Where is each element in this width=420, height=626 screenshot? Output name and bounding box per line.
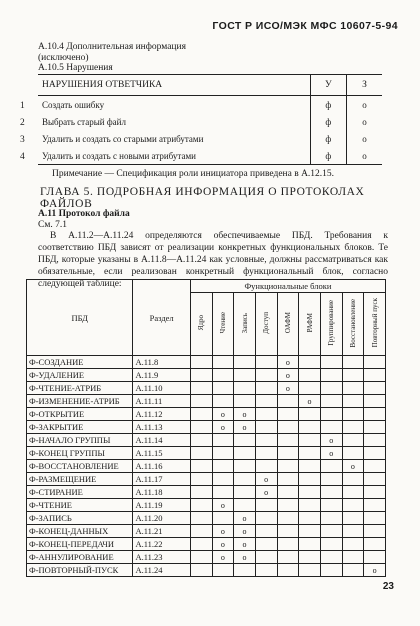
pbd-name: Ф-КОНЕЦ-ДАННЫХ <box>27 525 133 538</box>
violation-name: Удалить и создать с новыми атрибутами <box>38 147 310 165</box>
block-mark: о <box>255 473 277 486</box>
block-mark <box>342 499 364 512</box>
table-row <box>27 499 386 512</box>
pbd-name: Ф-КОНЕЦ ГРУППЫ <box>27 447 133 460</box>
block-mark <box>212 460 234 473</box>
block-mark <box>299 512 321 525</box>
section-a104-note: (исключено) <box>38 53 89 63</box>
block-mark <box>342 369 364 382</box>
block-mark <box>342 473 364 486</box>
block-mark <box>299 369 321 382</box>
block-mark <box>299 551 321 564</box>
block-mark <box>320 408 342 421</box>
block-mark <box>342 512 364 525</box>
block-mark <box>255 421 277 434</box>
block-mark <box>277 434 299 447</box>
pbd-section-ref: А.11.16 <box>133 460 190 473</box>
block-mark: о <box>364 564 386 577</box>
table-row <box>38 113 382 130</box>
block-mark <box>190 382 212 395</box>
block-mark <box>190 512 212 525</box>
block-mark <box>234 434 256 447</box>
block-mark <box>212 447 234 460</box>
subheader-cell: Повторный пуск <box>370 298 379 348</box>
pbd-name: Ф-НАЧАЛО ГРУППЫ <box>27 434 133 447</box>
block-mark <box>320 421 342 434</box>
block-mark <box>234 499 256 512</box>
block-mark <box>277 408 299 421</box>
block-mark <box>320 382 342 395</box>
block-mark <box>277 473 299 486</box>
table-row <box>27 551 386 564</box>
block-mark: о <box>212 525 234 538</box>
block-mark <box>364 460 386 473</box>
page-header: ГОСТ Р ИСО/МЭК МФС 10607-5-94 <box>212 20 398 32</box>
block-mark <box>320 564 342 577</box>
block-mark <box>190 551 212 564</box>
pbd-section-ref: А.11.9 <box>133 369 190 382</box>
subheader-cell: РАФМ <box>305 313 314 333</box>
block-mark: о <box>320 434 342 447</box>
pbd-name: Ф-ИЗМЕНЕНИЕ-АТРИБ <box>27 395 133 408</box>
block-mark <box>255 564 277 577</box>
pbd-section-ref: А.11.23 <box>133 551 190 564</box>
subheader-cell: Группирование <box>327 300 336 346</box>
header-z: З <box>346 75 382 96</box>
pbd-table-body <box>27 356 386 577</box>
responder-violations-table <box>38 74 382 165</box>
header-violations: НАРУШЕНИЯ ОТВЕТЧИКА <box>38 75 310 96</box>
block-mark <box>190 447 212 460</box>
pbd-section-ref: А.11.20 <box>133 512 190 525</box>
block-mark <box>255 512 277 525</box>
block-mark <box>255 460 277 473</box>
pbd-section-ref: А.11.17 <box>133 473 190 486</box>
block-mark: о <box>277 356 299 369</box>
subheader-cell: Запись <box>240 312 249 334</box>
subheader-cell: ОАФМ <box>283 312 292 334</box>
block-mark <box>364 473 386 486</box>
block-mark <box>299 525 321 538</box>
block-mark <box>320 538 342 551</box>
violation-z: о <box>362 133 367 144</box>
block-mark: о <box>277 369 299 382</box>
block-mark <box>342 551 364 564</box>
section-a11-see: См. 7.1 <box>38 220 67 230</box>
table-row <box>27 395 386 408</box>
pbd-name: Ф-ПОВТОРНЫЙ-ПУСК <box>27 564 133 577</box>
block-mark <box>342 447 364 460</box>
pbd-table <box>26 279 386 577</box>
block-mark <box>342 486 364 499</box>
block-mark <box>342 525 364 538</box>
pbd-name: Ф-СТИРАНИЕ <box>27 486 133 499</box>
block-mark <box>342 408 364 421</box>
block-mark <box>299 473 321 486</box>
block-mark <box>234 447 256 460</box>
block-mark <box>212 369 234 382</box>
block-mark <box>299 486 321 499</box>
table-row <box>27 525 386 538</box>
pbd-section-ref: А.11.14 <box>133 434 190 447</box>
pbd-name: Ф-ВОССТАНОВЛЕНИЕ <box>27 460 133 473</box>
block-mark <box>255 395 277 408</box>
table-row <box>27 538 386 551</box>
block-mark <box>342 538 364 551</box>
block-mark <box>299 447 321 460</box>
chapter-title: ГЛАВА 5. ПОДРОБНАЯ ИНФОРМАЦИЯ О ПРОТОКОЛАХ ФАЙЛОВ <box>40 186 365 210</box>
pbd-section-ref: А.11.13 <box>133 421 190 434</box>
section-a104-title: А.10.4 Дополнительная информация <box>38 42 186 52</box>
violation-z: о <box>346 147 382 165</box>
pbd-section-ref: А.11.19 <box>133 499 190 512</box>
block-mark <box>299 356 321 369</box>
block-mark <box>190 356 212 369</box>
block-mark <box>364 551 386 564</box>
block-mark: о <box>234 408 256 421</box>
pbd-name: Ф-ЗАПИСЬ <box>27 512 133 525</box>
pbd-name: Ф-УДАЛЕНИЕ <box>27 369 133 382</box>
subheader-cell: Доступ <box>262 312 271 334</box>
block-mark <box>255 434 277 447</box>
block-mark <box>320 473 342 486</box>
violation-u: ф <box>310 113 346 130</box>
block-mark: о <box>212 551 234 564</box>
block-mark <box>277 512 299 525</box>
block-mark <box>234 382 256 395</box>
block-mark <box>255 499 277 512</box>
block-mark <box>277 538 299 551</box>
block-mark <box>342 395 364 408</box>
block-mark <box>190 421 212 434</box>
violation-name: Выбрать старый файл <box>38 113 310 130</box>
section-a11-title: А.11 Протокол файла <box>38 209 130 219</box>
block-mark <box>320 525 342 538</box>
block-mark <box>255 538 277 551</box>
note-text: Примечание — Спецификация роли инициатора приведена в А.12.15. <box>52 169 335 179</box>
row-number: 4 <box>20 152 25 162</box>
block-mark <box>364 356 386 369</box>
violation-u: ф <box>310 130 346 147</box>
block-mark <box>212 395 234 408</box>
block-mark <box>320 551 342 564</box>
subheader-cell: Ядро <box>197 315 206 331</box>
row-number: 3 <box>20 135 25 145</box>
block-mark <box>190 395 212 408</box>
block-mark: о <box>234 512 256 525</box>
table-header-row <box>38 75 382 96</box>
block-mark <box>320 486 342 499</box>
block-mark <box>190 369 212 382</box>
section-a105-title: А.10.5 Нарушения <box>38 63 113 73</box>
block-mark <box>190 434 212 447</box>
block-mark <box>234 460 256 473</box>
block-mark: о <box>255 486 277 499</box>
block-mark: о <box>320 447 342 460</box>
block-mark <box>299 382 321 395</box>
block-mark <box>190 460 212 473</box>
block-mark <box>190 499 212 512</box>
pbd-section-ref: А.11.24 <box>133 564 190 577</box>
block-mark: о <box>234 551 256 564</box>
block-mark: о <box>299 395 321 408</box>
block-mark <box>277 421 299 434</box>
block-mark <box>234 486 256 499</box>
block-mark <box>190 408 212 421</box>
pbd-name: Ф-ОТКРЫТИЕ <box>27 408 133 421</box>
header-functional-blocks: Функциональные блоки <box>190 280 385 293</box>
block-mark <box>212 473 234 486</box>
pbd-name: Ф-ЧТЕНИЕ <box>27 499 133 512</box>
block-mark <box>277 447 299 460</box>
block-mark <box>299 499 321 512</box>
block-mark <box>255 525 277 538</box>
block-mark <box>320 499 342 512</box>
table-row <box>27 408 386 421</box>
table-row <box>27 421 386 434</box>
block-mark <box>364 434 386 447</box>
block-mark <box>277 460 299 473</box>
pbd-section-ref: А.11.10 <box>133 382 190 395</box>
block-mark <box>364 421 386 434</box>
table-row <box>27 434 386 447</box>
block-mark <box>364 408 386 421</box>
table-row <box>27 564 386 577</box>
block-mark <box>234 564 256 577</box>
block-mark <box>364 382 386 395</box>
block-mark: о <box>234 538 256 551</box>
pbd-name: Ф-АННУЛИРОВАНИЕ <box>27 551 133 564</box>
pbd-name: Ф-КОНЕЦ-ПЕРЕДАЧИ <box>27 538 133 551</box>
block-mark: о <box>212 499 234 512</box>
block-mark <box>190 538 212 551</box>
block-mark <box>255 408 277 421</box>
block-mark: о <box>212 421 234 434</box>
row-number: 1 <box>20 101 25 111</box>
block-mark <box>212 356 234 369</box>
block-mark <box>255 356 277 369</box>
table-row <box>27 473 386 486</box>
block-mark <box>212 434 234 447</box>
block-mark <box>364 538 386 551</box>
block-mark <box>277 551 299 564</box>
table-row <box>27 512 386 525</box>
block-mark <box>277 499 299 512</box>
table-row <box>38 130 382 147</box>
violation-name: Создать ошибку <box>38 96 310 114</box>
block-mark: о <box>277 382 299 395</box>
block-mark <box>212 564 234 577</box>
table-row <box>38 147 382 165</box>
block-mark <box>320 356 342 369</box>
block-mark <box>255 382 277 395</box>
block-mark: о <box>234 525 256 538</box>
block-mark <box>364 447 386 460</box>
table-row <box>38 96 382 114</box>
block-mark <box>342 434 364 447</box>
pbd-section-ref: А.11.11 <box>133 395 190 408</box>
table-row <box>27 356 386 369</box>
table-row <box>27 369 386 382</box>
violation-name: Удалить и создать со старыми атрибутами <box>38 130 310 147</box>
block-mark <box>190 525 212 538</box>
block-mark <box>255 551 277 564</box>
pbd-section-ref: А.11.12 <box>133 408 190 421</box>
block-mark <box>277 525 299 538</box>
block-mark <box>364 395 386 408</box>
block-mark <box>320 512 342 525</box>
pbd-name: Ф-ЗАКРЫТИЕ <box>27 421 133 434</box>
block-mark: о <box>234 421 256 434</box>
header-u: У <box>310 75 346 96</box>
table-row <box>27 486 386 499</box>
violation-z: о <box>362 116 367 127</box>
violation-z: о <box>362 99 367 110</box>
block-mark <box>364 512 386 525</box>
pbd-name: Ф-РАЗМЕЩЕНИЕ <box>27 473 133 486</box>
block-mark <box>320 395 342 408</box>
block-mark: о <box>342 460 364 473</box>
pbd-section-ref: А.11.8 <box>133 356 190 369</box>
block-mark <box>364 486 386 499</box>
block-mark <box>320 369 342 382</box>
header-pbd: ПБД <box>27 280 133 356</box>
page-number: 23 <box>382 581 394 592</box>
block-mark <box>234 473 256 486</box>
block-mark <box>342 564 364 577</box>
block-mark <box>255 447 277 460</box>
violation-u: ф <box>310 96 346 114</box>
block-mark <box>320 460 342 473</box>
block-mark <box>212 486 234 499</box>
pbd-section-ref: А.11.15 <box>133 447 190 460</box>
block-mark <box>364 369 386 382</box>
block-mark <box>364 525 386 538</box>
block-mark <box>342 356 364 369</box>
block-mark <box>342 421 364 434</box>
subheader-cell: Чтение <box>218 312 227 334</box>
row-number: 2 <box>20 118 25 128</box>
block-mark <box>299 408 321 421</box>
table-header-row <box>27 280 386 293</box>
subheader-cell: Восстановление <box>348 298 357 348</box>
header-section: Раздел <box>133 280 190 356</box>
pbd-name: Ф-СОЗДАНИЕ <box>27 356 133 369</box>
block-mark <box>299 460 321 473</box>
pbd-section-ref: А.11.21 <box>133 525 190 538</box>
block-mark <box>212 512 234 525</box>
block-mark: о <box>212 408 234 421</box>
block-mark <box>234 369 256 382</box>
table-row <box>27 447 386 460</box>
block-mark <box>255 369 277 382</box>
block-mark <box>190 564 212 577</box>
table-row <box>27 382 386 395</box>
block-mark <box>277 564 299 577</box>
paragraph-text: В А.11.2—А.11.24 определяются обеспечиваемые ПБД. Требования к соответствию ПБД зависят от реализации конкретных функциональных блоков. Те ПБД, которые указаны в А.11.8—А.11.24 как условные, должны рассматриваться как обязательные, если реализован конкретный функциональный блок, согласно следующей таблице: <box>38 231 388 289</box>
block-mark <box>299 564 321 577</box>
table-row <box>27 460 386 473</box>
block-mark <box>299 421 321 434</box>
block-mark <box>234 356 256 369</box>
block-mark <box>212 382 234 395</box>
pbd-name: Ф-ЧТЕНИЕ-АТРИБ <box>27 382 133 395</box>
block-mark <box>299 434 321 447</box>
block-mark <box>277 486 299 499</box>
pbd-section-ref: А.11.22 <box>133 538 190 551</box>
block-mark <box>299 538 321 551</box>
block-mark <box>234 395 256 408</box>
block-mark <box>342 382 364 395</box>
block-mark <box>364 499 386 512</box>
block-mark: о <box>212 538 234 551</box>
block-mark <box>190 473 212 486</box>
block-mark <box>190 486 212 499</box>
pbd-section-ref: А.11.18 <box>133 486 190 499</box>
violation-u: ф <box>310 147 346 165</box>
block-mark <box>277 395 299 408</box>
